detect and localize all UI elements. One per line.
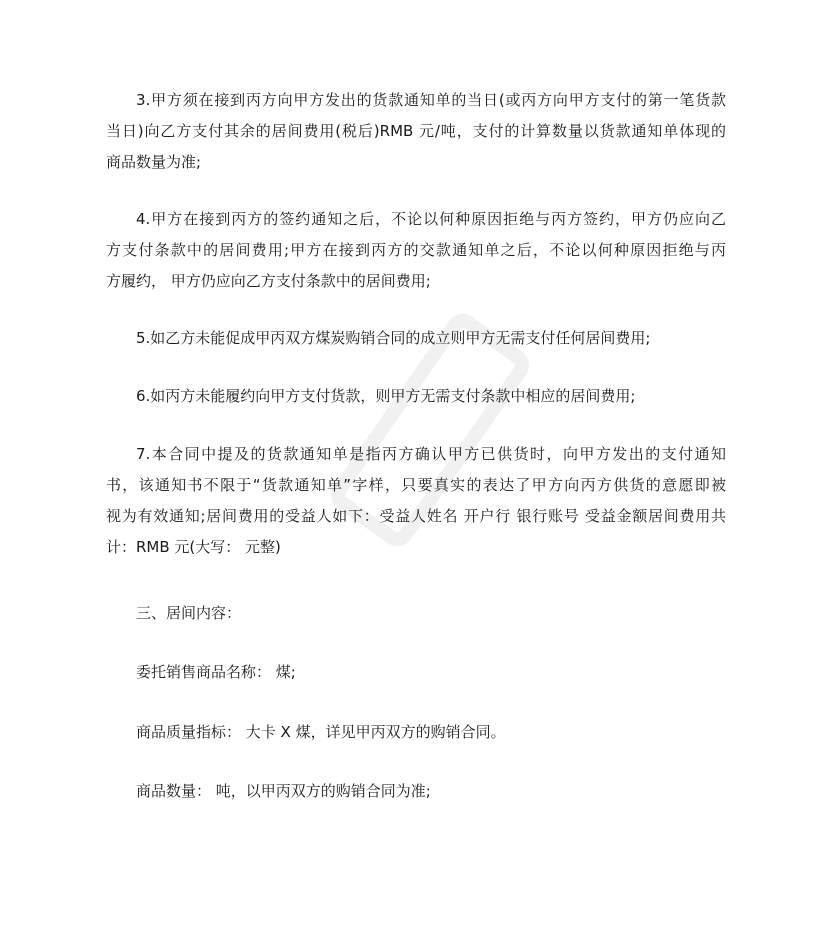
clause-3-line: 3.甲方须在接到丙方向甲方发出的货款通知单的当日(或丙方向甲方支付的第一笔货款: [136, 91, 726, 109]
clause-5-line: 5.如乙方未能促成甲丙双方煤炭购销合同的成立则甲方无需支付任何居间费用;: [136, 329, 651, 347]
clause-7-line: 计：RMB 元(大写： 元整): [106, 538, 281, 556]
clause-7-line: 视为有效通知;居间费用的受益人如下：受益人姓名 开户行 银行账号 受益金额居间费用共: [106, 507, 726, 525]
clause-4-line: 4.甲方在接到丙方的签约通知之后，不论以何种原因拒绝与丙方签约，甲方仍应向乙: [136, 210, 726, 228]
section-heading: 三、居间内容：: [136, 604, 242, 622]
clause-7-line: 书，该通知书不限于“货款通知单”字样，只要真实的表达了甲方向丙方供货的意愿即被: [106, 476, 726, 494]
clause-7-line: 7.本合同中提及的货款通知单是指丙方确认甲方已供货时，向甲方发出的支付通知: [136, 445, 726, 463]
clause-6-line: 6.如丙方未能履约向甲方支付货款，则甲方无需支付条款中相应的居间费用;: [136, 387, 636, 405]
clause-3-line: 商品数量为准;: [106, 153, 202, 171]
clause-3-line: 当日)向乙方支付其余的居间费用(税后)RMB 元/吨，支付的计算数量以货款通知单体现的: [106, 122, 726, 140]
product-name-line: 委托销售商品名称： 煤;: [136, 663, 296, 681]
product-quantity-line: 商品数量： 吨，以甲丙双方的购销合同为准;: [136, 782, 431, 800]
clause-4-line: 方支付条款中的居间费用;甲方在接到丙方的交款通知单之后，不论以何种原因拒绝与丙: [106, 241, 726, 259]
product-quality-line: 商品质量指标： 大卡 X 煤，详见甲丙双方的购销合同。: [136, 723, 506, 741]
clause-4-line: 方履约， 甲方仍应向乙方支付条款中的居间费用;: [106, 272, 431, 290]
